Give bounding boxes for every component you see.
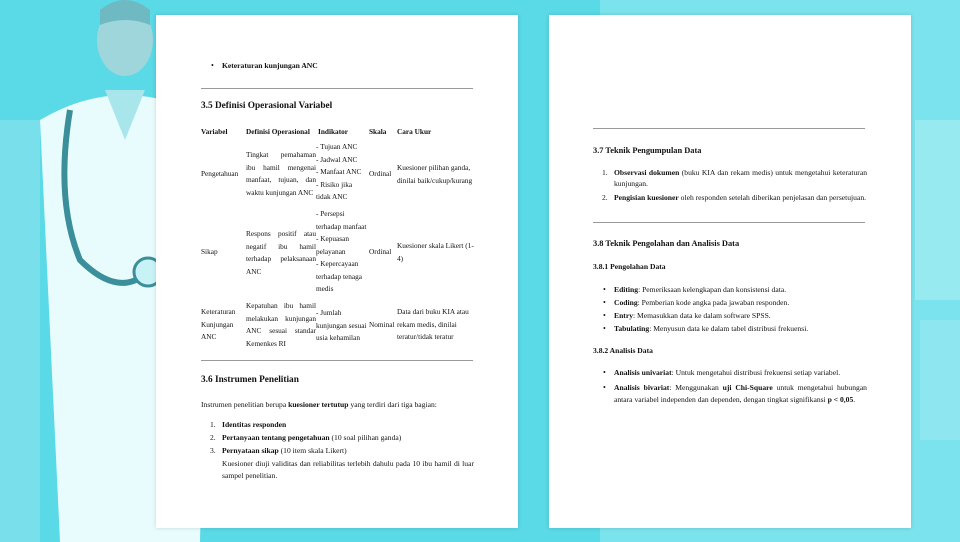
divider — [201, 88, 473, 89]
table-header-variabel: Variabel — [201, 127, 228, 136]
collection-list — [602, 167, 867, 203]
bullet-keteraturan: • Keteraturan kunjungan ANC — [222, 60, 318, 71]
document-page-right — [549, 15, 911, 528]
table-header-indikator: Indikator — [318, 127, 349, 136]
processing-list — [614, 283, 867, 335]
table-cell-definisi: Tingkat pemahaman ibu hamil mengenai manfaat, tujuan, dan waktu kunjungan ANC — [246, 150, 316, 197]
analysis-list — [614, 367, 867, 406]
table-cell-indikator: - Jumlah kunjungan sesuai usia kehamilan — [316, 308, 367, 342]
list-item: • Analisis bivariat: Menggunakan uji Chi-Square untuk mengetahui hubungan antara variabel independen dan dependen, dengan tingkat signifikansi p < 0,05. — [614, 382, 867, 406]
table-header-definisi: Definisi Operasional — [246, 127, 310, 136]
table-cell-skala: Ordinal — [369, 247, 392, 256]
table-header-skala: Skala — [369, 127, 387, 136]
list-item: 3. Pernyataan sikap (10 item skala Likert) — [210, 446, 347, 455]
list-item: 1. Observasi dokumen (buku KIA dan rekam medis) untuk mengetahui keteraturan kunjungan. — [602, 168, 867, 188]
section-3-6-intro: Instrumen penelitian berupa kuesioner tertutup yang terdiri dari tiga bagian: — [201, 400, 437, 409]
table-cell-definisi: Kepatuhan ibu hamil melakukan kunjungan ANC sesuai standar Kemenkes RI — [246, 301, 316, 348]
divider — [593, 128, 865, 129]
table-cell-indikator: - Tujuan ANC - Jadwal ANC - Manfaat ANC - Risiko jika tidak ANC — [316, 142, 362, 201]
list-item: 2. Pengisian kuesioner oleh responden setelah diberikan penjelasan dan persetujuan. — [602, 193, 867, 202]
table-cell-skala: Ordinal — [369, 169, 392, 178]
table-cell-indikator: - Persepsi terhadap manfaat - Kepuasan pelayanan - Kepercayaan terhadap tenaga medis — [316, 209, 367, 293]
table-cell-cara-ukur: Kuesioner skala Likert (1-4) — [397, 241, 474, 263]
validity-note: Kuesioner diuji validitas dan reliabilitas terlebih dahulu pada 10 ibu hamil di luar sampel penelitian. — [222, 459, 474, 480]
clinic-background — [915, 120, 960, 440]
list-item: • Analisis univariat: Untuk mengetahui distribusi frekuensi setiap variabel. — [614, 367, 867, 379]
list-item: 1. Identitas responden — [210, 420, 287, 429]
divider — [201, 360, 473, 361]
list-item: 2. Pertanyaan tentang pengetahuan (10 soal pilihan ganda) — [210, 433, 402, 442]
section-3-8-title: 3.8 Teknik Pengolahan dan Analisis Data — [593, 239, 740, 248]
section-3-5-title: 3.5 Definisi Operasional Variabel — [201, 101, 333, 111]
table-cell-variabel: Sikap — [201, 247, 218, 256]
divider — [593, 222, 865, 223]
section-3-8-1-title: 3.8.1 Pengolahan Data — [593, 262, 666, 271]
section-3-6-title: 3.6 Instrumen Penelitian — [201, 375, 299, 385]
table-cell-definisi: Respons positif atau negatif ibu hamil terhadap pelaksanaan ANC — [246, 229, 316, 276]
list-item: • Entry: Memasukkan data ke dalam software SPSS. — [614, 309, 867, 322]
list-item: • Editing: Pemeriksaan kelengkapan dan konsistensi data. — [614, 283, 867, 296]
document-page-left — [156, 15, 518, 528]
section-3-8-2-title: 3.8.2 Analisis Data — [593, 346, 653, 355]
table-header-cara-ukur: Cara Ukur — [397, 127, 432, 136]
list-item: • Tabulating: Menyusun data ke dalam tabel distribusi frekuensi. — [614, 322, 867, 335]
table-cell-variabel: Pengetahuan — [201, 169, 239, 178]
table-cell-cara-ukur: Data dari buku KIA atau rekam medis, dinilai teratur/tidak teratur — [397, 307, 469, 341]
table-cell-cara-ukur: Kuesioner pilihan ganda, dinilai baik/cukup/kurang — [397, 163, 473, 185]
table-cell-variabel: Keteraturan Kunjungan ANC — [201, 307, 236, 341]
list-item: • Coding: Pemberian kode angka pada jawaban responden. — [614, 296, 867, 309]
table-cell-skala: Nominal — [369, 320, 395, 329]
instrument-list — [210, 419, 474, 482]
section-3-7-title: 3.7 Teknik Pengumpulan Data — [593, 146, 702, 155]
